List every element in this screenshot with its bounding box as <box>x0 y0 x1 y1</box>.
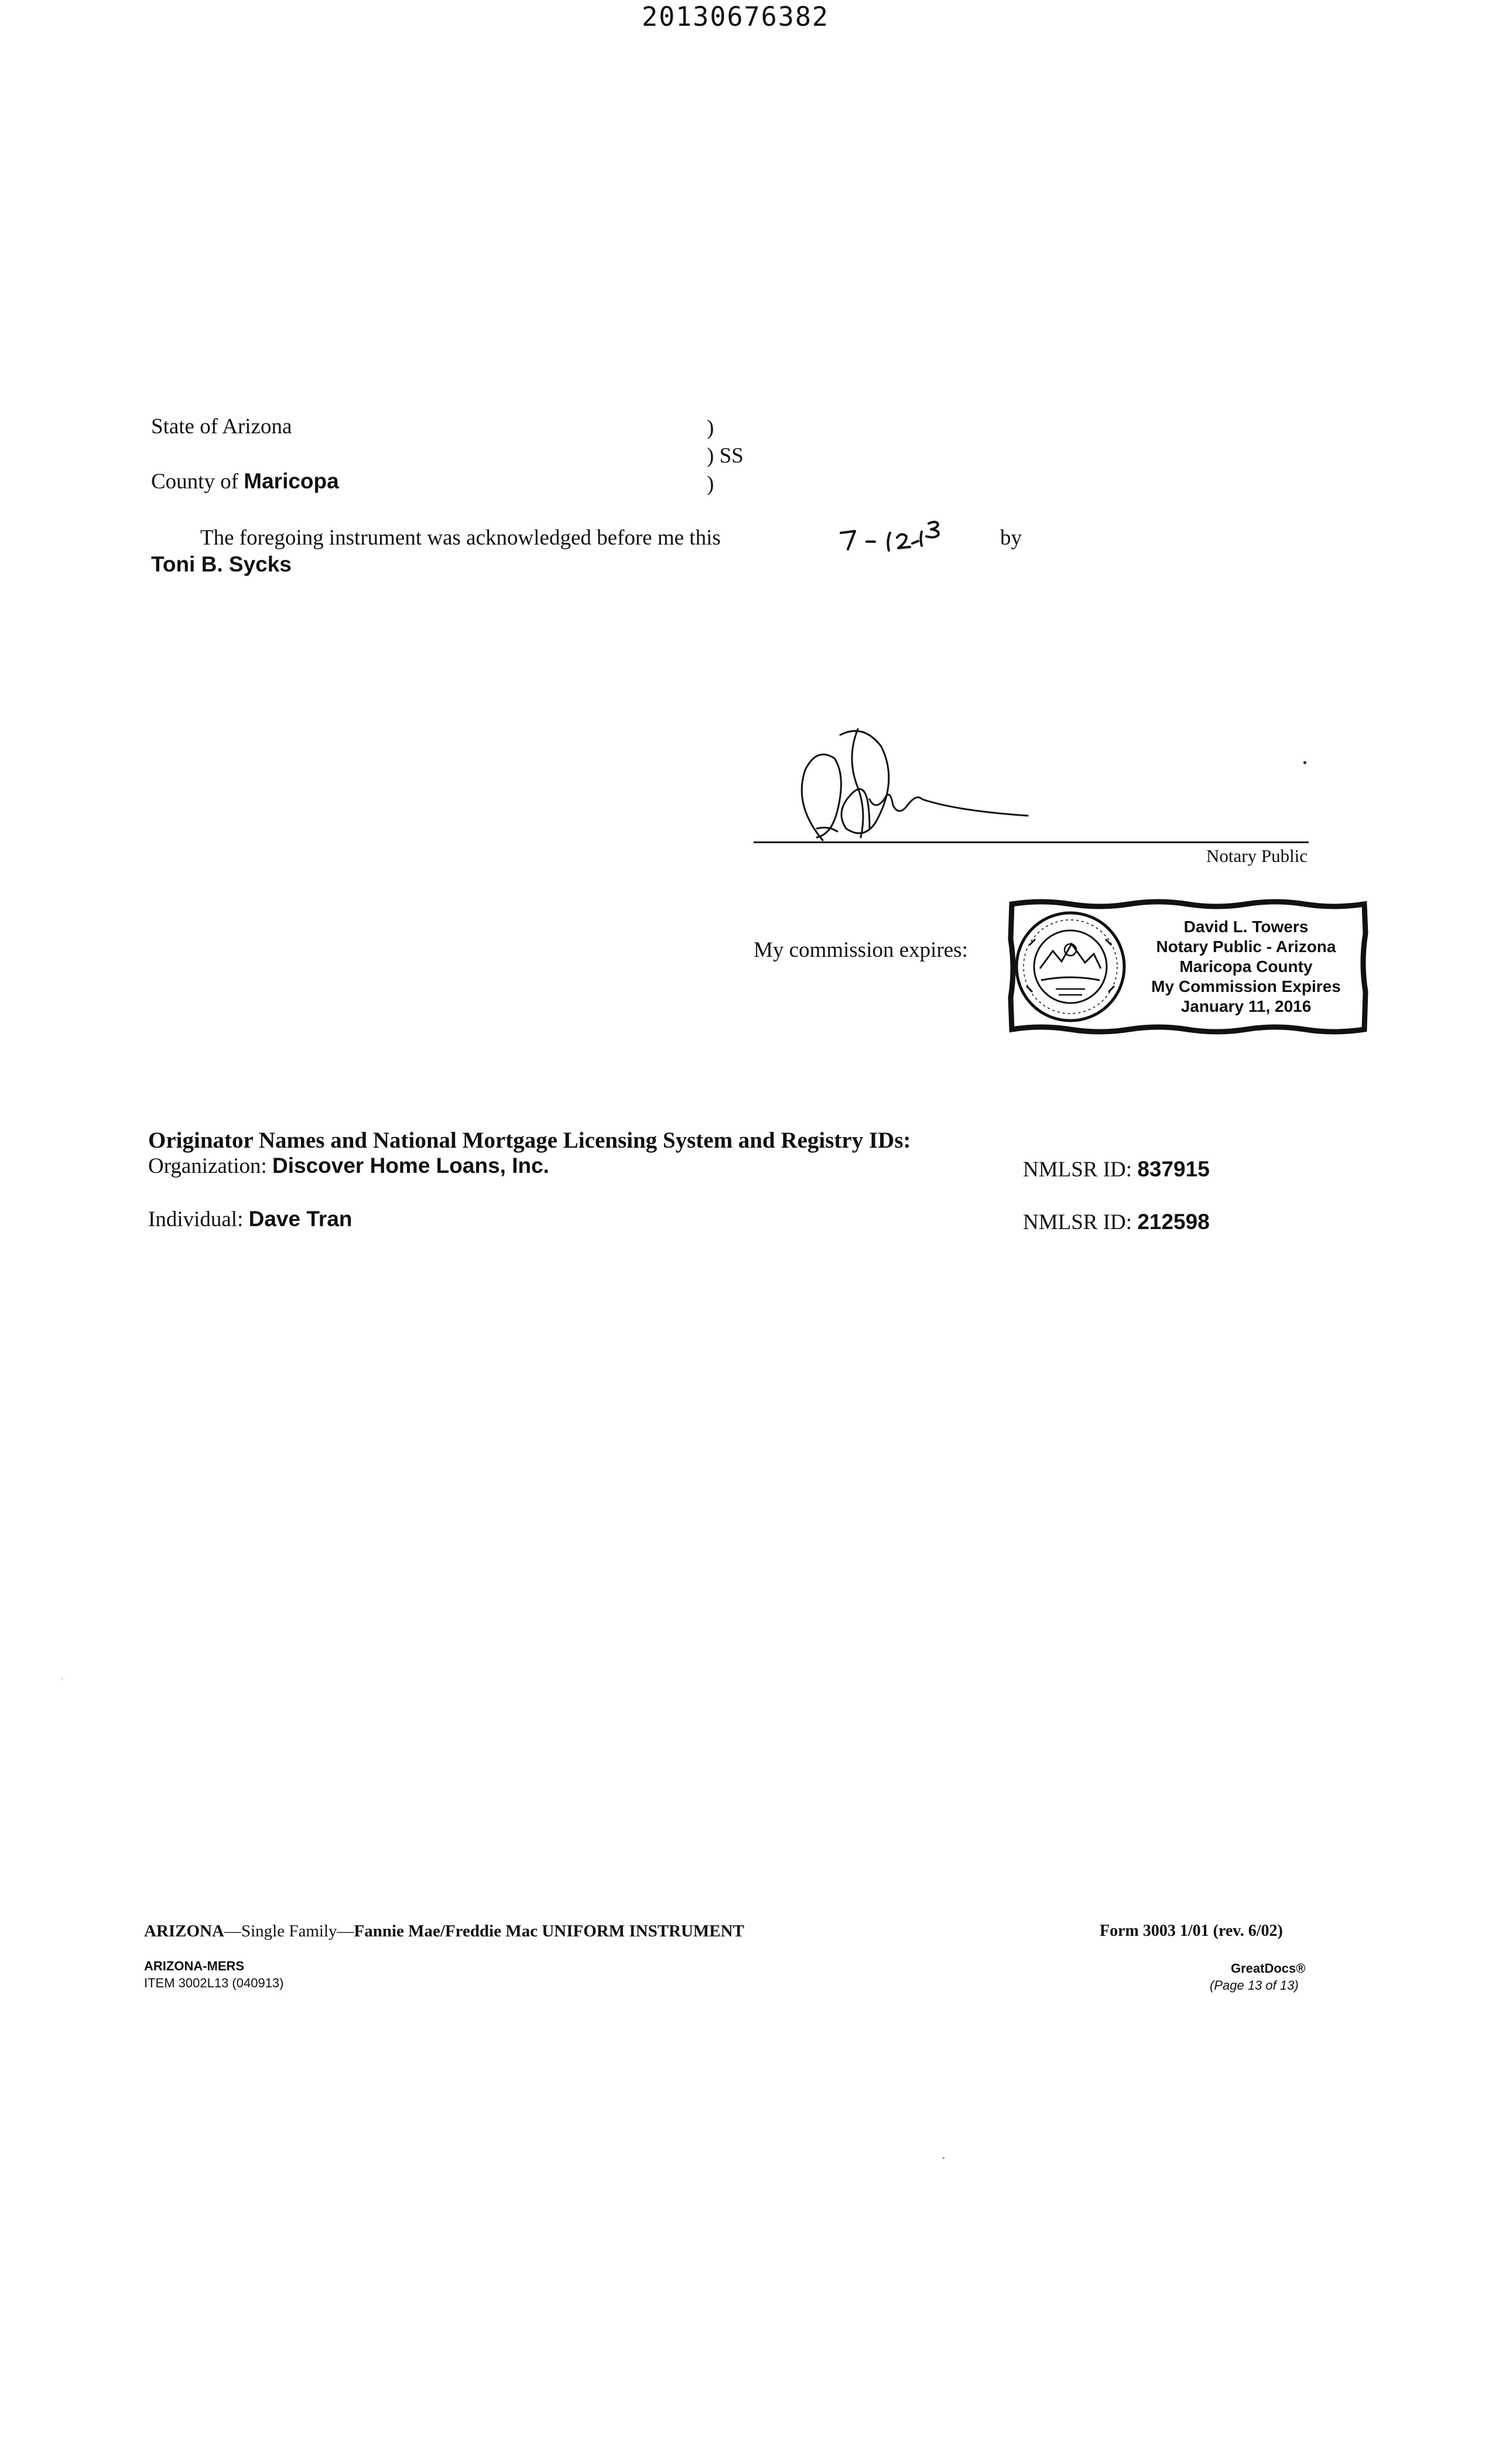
footer-code-1: ARIZONA-MERS <box>144 1959 245 1973</box>
organization-nmlsr-id: 837915 <box>1137 1157 1210 1181</box>
footer-code-2: ITEM 3002L13 (040913) <box>144 1976 284 1990</box>
footer-title-state: ARIZONA <box>144 1922 224 1941</box>
stray-dot <box>1303 761 1306 764</box>
originator-heading: Originator Names and National Mortgage Licensing System and Registry IDs: <box>148 1128 911 1153</box>
organization-label: Organization: <box>148 1154 267 1178</box>
stamp-expires-date: January 11, 2016 <box>1180 997 1312 1015</box>
scan-speck <box>943 2157 944 2159</box>
organization-id-label: NMLSR ID: <box>1023 1158 1132 1182</box>
county-name: Maricopa <box>244 469 339 493</box>
handwritten-date <box>834 515 986 562</box>
footer-title <box>144 1922 744 1941</box>
venue-paren-ss: ) SS <box>707 444 744 468</box>
footer-page-label: (Page 13 of 13) <box>1210 1978 1299 1993</box>
organization-name: Discover Home Loans, Inc. <box>272 1154 549 1178</box>
stamp-county: Maricopa County <box>1179 957 1313 976</box>
notary-stamp <box>1006 898 1370 1035</box>
acknowledgment-text: The foregoing instrument was acknowledged before me this <box>200 526 721 550</box>
county-line <box>151 469 339 494</box>
individual-id-label: NMLSR ID: <box>1023 1210 1132 1234</box>
county-prefix: County of <box>151 470 239 494</box>
document-number: 20130676382 <box>642 1 830 32</box>
organization-id-line <box>1023 1157 1210 1182</box>
footer-brand: GreatDocs® <box>1231 1961 1306 1976</box>
organization-line <box>148 1154 549 1179</box>
individual-name: Dave Tran <box>248 1207 352 1231</box>
scan-speck <box>61 1678 63 1679</box>
individual-id-line <box>1023 1210 1210 1235</box>
venue-paren-3: ) <box>707 472 714 496</box>
commission-label: My commission expires: <box>754 938 968 962</box>
individual-label: Individual: <box>148 1207 244 1231</box>
individual-line <box>148 1207 352 1232</box>
state-seal-icon <box>1017 913 1124 1021</box>
stamp-notary-name: David L. Towers <box>1183 918 1309 936</box>
by-word: by <box>1000 526 1022 550</box>
notary-public-label: Notary Public <box>1206 846 1308 866</box>
individual-nmlsr-id: 212598 <box>1137 1210 1210 1234</box>
state-line: State of Arizona <box>151 415 292 439</box>
footer-title-middle: —Single Family— <box>224 1922 354 1941</box>
footer-title-rest: Fannie Mae/Freddie Mac UNIFORM INSTRUMENT <box>354 1922 744 1941</box>
stamp-notary-title: Notary Public - Arizona <box>1156 937 1336 956</box>
stamp-text <box>1129 917 1363 1017</box>
footer-form-number: Form 3003 1/01 (rev. 6/02) <box>1100 1922 1283 1940</box>
stamp-expires-label: My Commission Expires <box>1151 977 1341 995</box>
signature-line <box>754 841 1309 843</box>
acknowledger-name: Toni B. Sycks <box>151 552 292 576</box>
venue-paren-1: ) <box>707 416 714 440</box>
notary-signature <box>782 711 1051 852</box>
